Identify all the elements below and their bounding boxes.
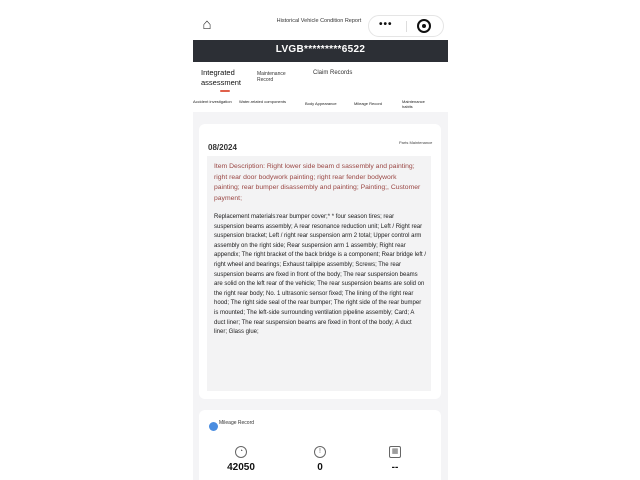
tab-integrated-assessment[interactable]: Integrated assessment: [201, 68, 242, 87]
mileage-record-icon: [209, 422, 218, 431]
mileage-title: Mileage Record: [219, 420, 255, 426]
mileage-value: 42050: [227, 462, 255, 473]
record-card: [199, 124, 441, 399]
item-description: Item Description: Right lower side beam d sassembly and painting; right rear door bodywork painting; right rear fender bodywork painting; rear bumper disassembly and painting; Painting;, Customer payment;: [214, 163, 421, 202]
record-details: [207, 156, 431, 391]
parts-maintenance-link[interactable]: Parts Maintenance: [399, 140, 433, 145]
subtab-mileage-record[interactable]: Mileage Record: [354, 101, 383, 106]
subtab-body-appearance[interactable]: Body Appearance: [305, 101, 337, 106]
alert-count-value: 0: [317, 462, 323, 473]
subtab-water-related[interactable]: Water-related components: [239, 99, 286, 104]
tab-maintenance-record[interactable]: Maintenance Record: [257, 71, 286, 83]
subtab-accident-investigation[interactable]: Accident investigation: [193, 99, 232, 104]
calendar-icon: ▦: [389, 446, 401, 458]
alert-icon: !: [314, 446, 326, 458]
active-tab-indicator: [220, 90, 230, 92]
top-bar: [193, 0, 448, 40]
capsule-divider: [406, 21, 407, 32]
mileage-card: [199, 410, 441, 480]
vin-bar: [193, 40, 448, 62]
replacement-materials: Replacement materials:rear bumper cover;* * four season tires; rear suspension beams assembly; A rear resonance reduction unit; Left / Right rear suspension bracket; Left / right rear suspension arm 2 total; Upper control arm assembly on the right side; Rear suspension arm 1 assembly; Right rear appendix; The right bracket of the back bridge is a component; Rear bridge left / right wheel and bearings; Exhaust tailpipe assembly; Screws; The rear suspension beams are fixed in front of the body; The rear suspension beams are solid on the left rear of the vehicle; The rear suspension beams are solid on the right rear body; No. 1 ultrasonic sensor fixed; The lining of the right rear hood; The right side seal of the rear bumper; The right side of the rear bumper is mounted; The left-side surrounding ventilation pipeline assembly; Card; A duct liner; The rear suspension beams are fixed in front of the body; A duct liner; Glass glue;: [214, 214, 427, 336]
page-title: Historical Vehicle Condition Report: [276, 18, 362, 24]
primary-tabs: [193, 62, 448, 96]
home-icon[interactable]: ⌂: [202, 16, 212, 33]
tab-claim-records[interactable]: Claim Records: [313, 70, 353, 76]
mini-program-capsule: [368, 15, 444, 37]
phone-screen: [193, 0, 448, 480]
close-circle-icon[interactable]: [417, 19, 431, 33]
vin-number: LVGB*********6522: [275, 44, 366, 55]
secondary-tabs: [193, 96, 448, 112]
record-date: 08/2024: [208, 143, 237, 152]
more-dots-icon[interactable]: •••: [379, 19, 393, 30]
speedometer-icon: ◔: [235, 446, 247, 458]
date-value: --: [391, 462, 399, 473]
subtab-maintenance-habits[interactable]: Maintenance habits: [402, 99, 425, 109]
